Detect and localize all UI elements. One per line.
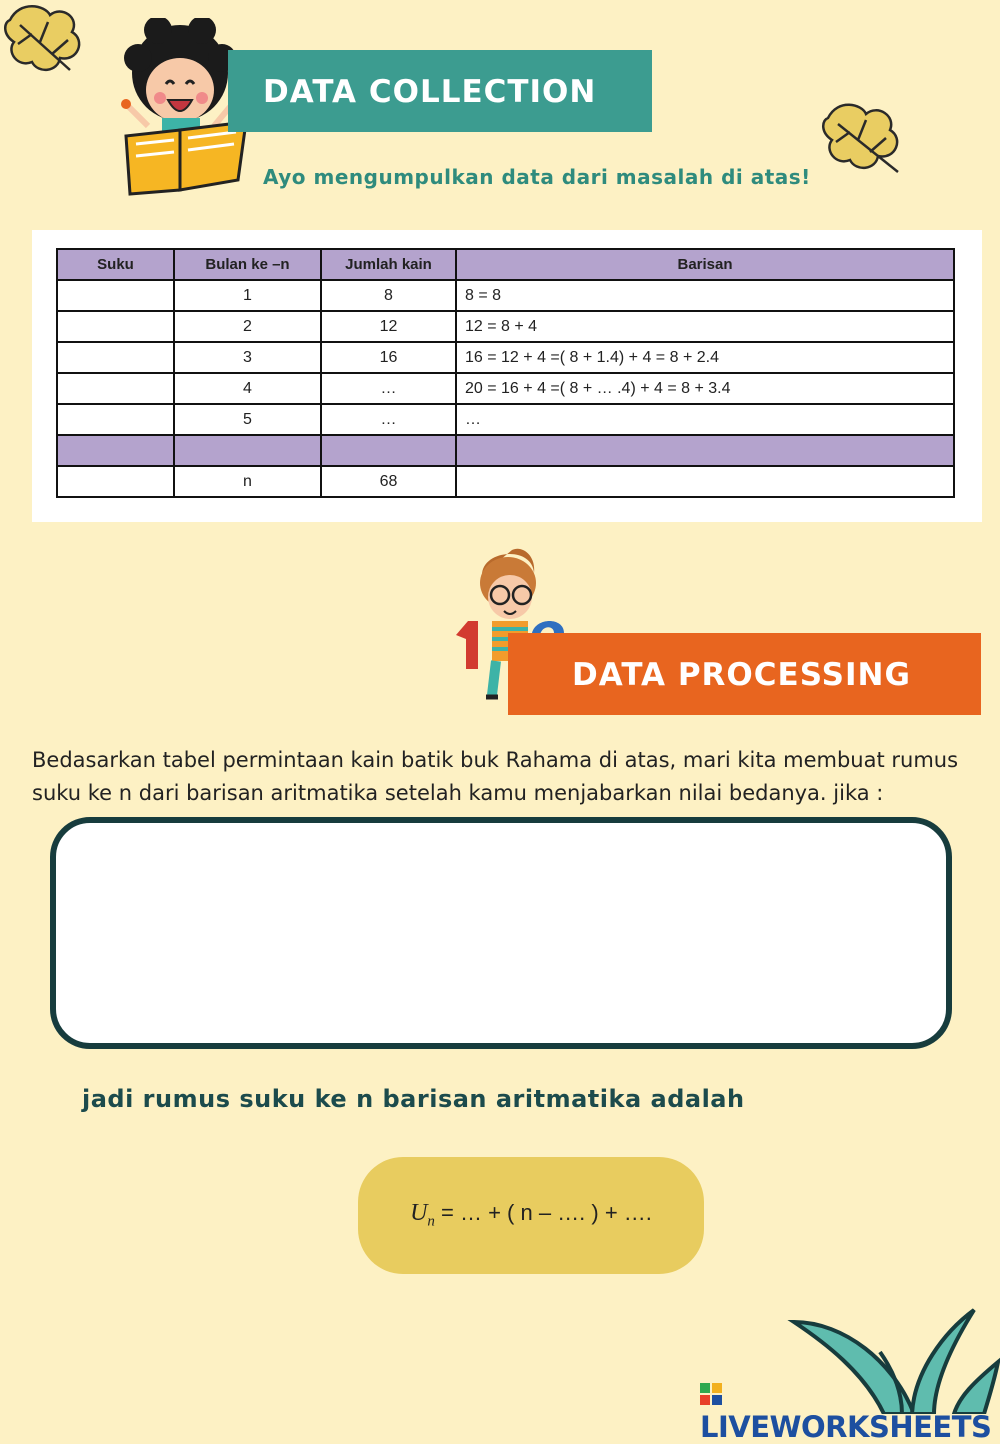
liveworksheets-logo-icon: [700, 1383, 722, 1405]
suku-cell[interactable]: [57, 280, 174, 311]
leaf-right-icon: [820, 98, 905, 178]
jumlah-cell[interactable]: …: [321, 373, 456, 404]
table-header-row: [57, 249, 954, 280]
suku-cell[interactable]: [57, 404, 174, 435]
formula-subscript: n: [427, 1213, 435, 1230]
bulan-cell: 3: [174, 342, 321, 373]
data-collection-subtitle: Ayo mengumpulkan data dari masalah di atas!: [263, 165, 811, 189]
instruction-paragraph: Bedasarkan tabel permintaan kain batik buk Rahama di atas, mari kita membuat rumus suku ke n dari barisan aritmatika setelah kamu menjabarkan nilai bedanya. jika :: [32, 748, 959, 805]
leaf-top-left-icon: [0, 0, 90, 80]
watermark-text: LIVEWORKSHEETS: [700, 1410, 992, 1444]
formula-expression: = … + ( n – …. ) + ….: [434, 1200, 652, 1226]
suku-cell[interactable]: [57, 466, 174, 497]
formula-symbol: U: [410, 1200, 428, 1227]
bulan-cell: 1: [174, 280, 321, 311]
bulan-cell: 2: [174, 311, 321, 342]
liveworksheets-watermark: [700, 1376, 1000, 1444]
jumlah-cell: [321, 435, 456, 466]
table-row: [57, 311, 954, 342]
column-header-bulan: Bulan ke –n: [174, 249, 321, 280]
bulan-cell: [174, 435, 321, 466]
barisan-cell: 16 = 12 + 4 =( 8 + 1.4) + 4 = 8 + 2.4: [456, 342, 954, 373]
column-header-barisan: Barisan: [456, 249, 954, 280]
answer-input-box[interactable]: [50, 817, 952, 1049]
barisan-cell: 8 = 8: [456, 280, 954, 311]
suku-cell: [57, 435, 174, 466]
bulan-cell: n: [174, 466, 321, 497]
barisan-cell[interactable]: [456, 466, 954, 497]
conclusion-text: jadi rumus suku ke n barisan aritmatika adalah: [82, 1085, 745, 1113]
jumlah-cell: 8: [321, 280, 456, 311]
barisan-cell: 12 = 8 + 4: [456, 311, 954, 342]
table-row: [57, 404, 954, 435]
barisan-cell[interactable]: …: [456, 404, 954, 435]
jumlah-cell: 16: [321, 342, 456, 373]
barisan-cell: [456, 435, 954, 466]
table-row: [57, 466, 954, 497]
data-collection-title: DATA COLLECTION: [263, 74, 597, 110]
suku-cell[interactable]: [57, 311, 174, 342]
table-row: [57, 342, 954, 373]
table-row: [57, 280, 954, 311]
data-processing-title: DATA PROCESSING: [572, 657, 911, 693]
formula-text[interactable]: [410, 1200, 652, 1230]
barisan-cell: 20 = 16 + 4 =( 8 + … .4) + 4 = 8 + 3.4: [456, 373, 954, 404]
bulan-cell: 4: [174, 373, 321, 404]
column-header-suku: Suku: [57, 249, 174, 280]
data-table: [56, 248, 955, 498]
table-row: [57, 373, 954, 404]
suku-cell[interactable]: [57, 373, 174, 404]
column-header-jumlah: Jumlah kain: [321, 249, 456, 280]
formula-box: [358, 1157, 704, 1274]
jumlah-cell: 12: [321, 311, 456, 342]
jumlah-cell[interactable]: …: [321, 404, 456, 435]
jumlah-cell: 68: [321, 466, 456, 497]
table-row: [57, 435, 954, 466]
suku-cell[interactable]: [57, 342, 174, 373]
bulan-cell: 5: [174, 404, 321, 435]
